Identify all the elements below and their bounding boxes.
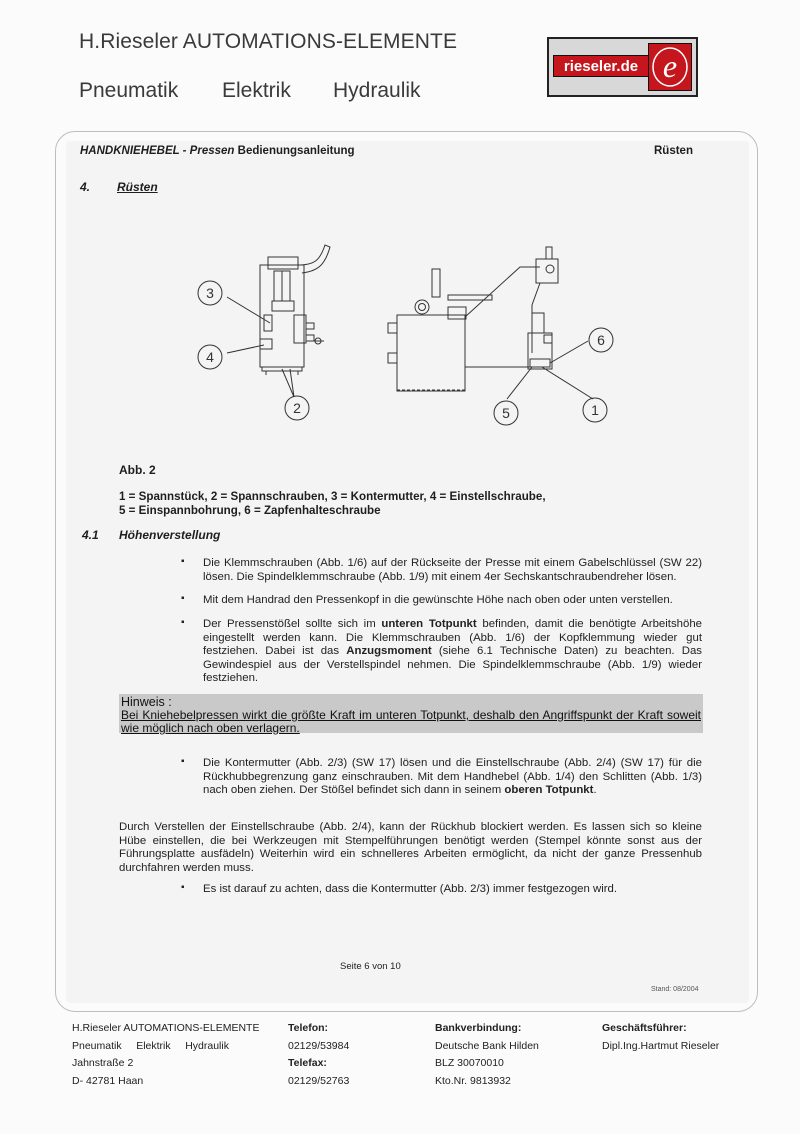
callout-5-label: 5	[502, 405, 510, 421]
callout-3-label: 3	[206, 285, 214, 301]
doc-header-title	[80, 145, 355, 157]
footer-address	[72, 1020, 277, 1090]
hinweis-text: Bei Kniehebelpressen wirkt die größte Kraft im unteren Totpunkt, deshalb den Angriffspunkt der Kraft soweit wie möglich nach oben verlagern.	[121, 708, 701, 735]
logo-e-icon	[648, 43, 692, 91]
doc-header-right: Rüsten	[654, 145, 693, 157]
bullet-text-2: Mit dem Handrad den Pressenkopf in die gewünschte Höhe nach oben oder unten verstellen.	[203, 594, 673, 606]
footer-phone-label: Telefon:	[288, 1022, 329, 1034]
press-side-body	[397, 315, 465, 391]
bullet-text-1: Die Klemmschrauben (Abb. 1/6) auf der Rückseite der Presse mit einem Gabelschlüssel (SW 22) lösen. Die Spindelklemmschraube (Abb. 1/9) mit einem 4er Sechskantschraubendreher lösen.	[203, 557, 702, 583]
section-title: Rüsten	[117, 180, 158, 194]
callout-1-label: 1	[591, 402, 599, 418]
footer-account: Kto.Nr. 9813932	[435, 1074, 511, 1087]
logo-text: rieseler.de	[553, 55, 649, 77]
stand-date: Stand: 08/2004	[651, 986, 699, 993]
logo-mark: e	[662, 48, 678, 84]
footer-fax-label: Telefax:	[288, 1057, 327, 1069]
figure-legend	[119, 490, 546, 517]
bullet-icon: ▪	[181, 556, 185, 567]
footer-company: H.Rieseler AUTOMATIONS-ELEMENTE	[72, 1022, 260, 1034]
doc-header-rest: Bedienungsanleitung	[237, 145, 355, 157]
callout-4-label: 4	[206, 349, 214, 365]
footer-fax-value: 02129/52763	[288, 1074, 350, 1087]
body-paragraph: Durch Verstellen der Einstellschraube (Abb. 2/4), kann der Rückhub blockiert werden. Es lassen sich so kleine Hübe einstellen, die bei Werkzeugen mit Stempelführungen benötigt werden (Stempel könnte sonst aus der Führungsplatte ausfädeln) Weiterhin wird ein schnelleres Arbeiten ermöglicht, da nicht der ganze Pressenhub durchfahren werden muss.	[119, 821, 702, 874]
bullet-icon: ▪	[181, 882, 185, 893]
footer-manager-label: Geschäftsführer:	[602, 1022, 687, 1034]
bullet-text-4: Die Kontermutter (Abb. 2/3) (SW 17) lösen und die Einstellschraube (Abb. 2/4) (SW 17) für die Rückhubbegrenzung ganz einschrauben. Mit dem Handhebel (Abb. 1/4) den Schlitten (Abb. 1/3) nach oben ziehen. Der Stößel befindet sich dann in seinem oberen Totpunkt.	[203, 757, 702, 797]
page-number: Seite 6 von 10	[340, 961, 401, 972]
footer-bank-label: Bankverbindung:	[435, 1022, 522, 1034]
division-pneumatik: Pneumatik	[79, 79, 179, 102]
footer-blz: BLZ 30070010	[435, 1057, 504, 1069]
figure-legend-line2: 5 = Einspannbohrung, 6 = Zapfenhalteschraube	[119, 503, 381, 517]
figure-caption: Abb. 2	[119, 463, 156, 477]
doc-header-italic: HANDKNIEHEBEL - Pressen	[80, 145, 235, 157]
footer-phone-value: 02129/53984	[288, 1039, 350, 1052]
footer-street: Jahnstraße 2	[72, 1057, 134, 1069]
section-number: 4.	[80, 180, 91, 194]
hinweis-title: Hinweis :	[121, 695, 172, 709]
footer-divisions: Pneumatik Elektrik Hydraulik	[72, 1039, 229, 1052]
footer-bank-name: Deutsche Bank Hilden	[435, 1039, 539, 1052]
footer-manager-name: Dipl.Ing.Hartmut Rieseler	[602, 1039, 720, 1052]
bullet-text-5: Es ist darauf zu achten, dass die Kontermutter (Abb. 2/3) immer festgezogen wird.	[203, 883, 618, 895]
footer-phone	[288, 1020, 349, 1090]
bullet-text-3: Der Pressenstößel sollte sich im unteren Totpunkt befinden, damit die benötigte Arbeitshöhe eingestellt werden kann. Die Klemmschrauben (Abb. 1/6) der Kopfklemmung wieder gut festziehen. Dabei ist das Anzugsmoment (siehe 6.1 Technische Daten) zu beachten. Das Gewindespiel aus der Verstellspindel nehmen. Die Spindelklemmschraube (Abb. 1/9) wieder festziehen.	[203, 618, 702, 685]
footer-city: D- 42781 Haan	[72, 1074, 144, 1087]
bullet-icon: ▪	[181, 756, 185, 767]
division-elektrik: Elektrik	[222, 79, 291, 102]
technical-drawing	[190, 235, 620, 430]
company-logo[interactable]	[547, 37, 698, 97]
bullet-icon: ▪	[181, 593, 185, 604]
callout-6-label: 6	[597, 332, 605, 348]
footer-manager	[602, 1020, 719, 1055]
subsection-title: Höhenverstellung	[119, 528, 221, 542]
company-name: H.Rieseler AUTOMATIONS-ELEMENTE	[79, 30, 458, 53]
callout-2-label: 2	[293, 400, 301, 416]
bullet-icon: ▪	[181, 617, 185, 628]
figure-legend-line1: 1 = Spannstück, 2 = Spannschrauben, 3 = Kontermutter, 4 = Einstellschraube,	[119, 490, 546, 503]
division-hydraulik: Hydraulik	[333, 79, 421, 102]
footer-bank	[435, 1020, 539, 1090]
subsection-number: 4.1	[82, 528, 99, 542]
